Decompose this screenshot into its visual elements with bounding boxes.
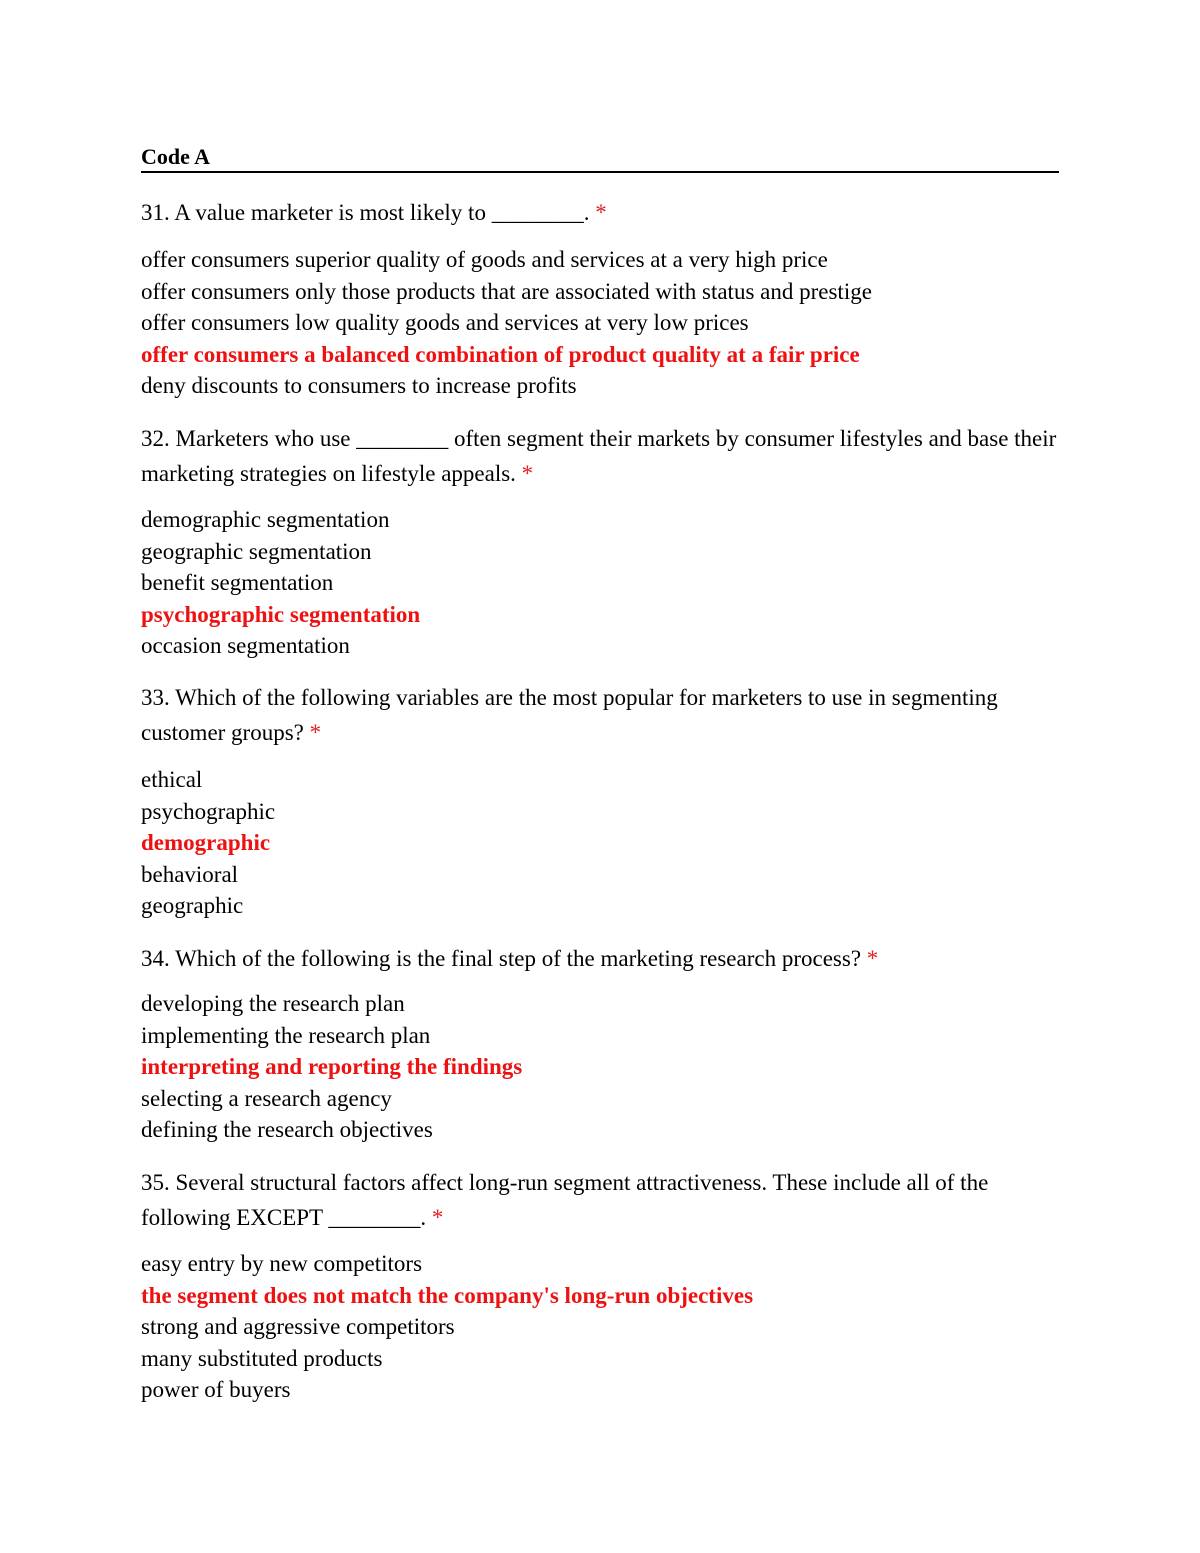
correct-answer-option: interpreting and reporting the findings xyxy=(141,1054,523,1079)
question-text xyxy=(141,1165,1059,1235)
answer-option: power of buyers xyxy=(141,1377,291,1402)
question-number: 33. xyxy=(141,685,170,710)
question-number: 31. xyxy=(141,200,170,225)
required-asterisk: * xyxy=(309,720,322,745)
correct-answer-option: the segment does not match the company's long-run objectives xyxy=(141,1282,754,1308)
answer-option: strong and aggressive competitors xyxy=(141,1314,455,1339)
answer-option: offer consumers only those products that are associated with status and prestige xyxy=(141,278,872,304)
question-33 xyxy=(141,680,1059,750)
answer-options xyxy=(141,988,1059,1146)
correct-answer-option: offer consumers a balanced combination of product quality at a fair price xyxy=(141,341,860,367)
answer-options xyxy=(141,764,1059,922)
answer-option: benefit segmentation xyxy=(141,570,334,595)
answer-option: implementing the research plan xyxy=(141,1022,431,1048)
question-prompt: Marketers who use ________ often segment their markets by consumer lifestyles and base their marketing strategies on lifestyle appeals. xyxy=(141,426,1057,486)
answer-option: occasion segmentation xyxy=(141,633,350,658)
question-number: 35. xyxy=(141,1170,170,1195)
question-number: 34. xyxy=(141,946,170,971)
answer-option: geographic segmentation xyxy=(141,538,372,564)
answer-option: deny discounts to consumers to increase profits xyxy=(141,373,577,398)
required-asterisk: * xyxy=(521,461,534,486)
code-header: Code A xyxy=(141,143,1059,173)
required-asterisk: * xyxy=(595,200,607,225)
question-prompt: Which of the following variables are the most popular for marketers to use in segmenting customer groups? xyxy=(141,685,998,745)
correct-answer-option: psychographic segmentation xyxy=(141,601,421,627)
answer-options xyxy=(141,1248,1059,1406)
question-number: 32. xyxy=(141,426,170,451)
question-35 xyxy=(141,1165,1059,1235)
question-32 xyxy=(141,421,1059,491)
answer-option: demographic segmentation xyxy=(141,507,390,532)
question-text xyxy=(141,421,1059,491)
required-asterisk: * xyxy=(431,1205,444,1230)
answer-option: defining the research objectives xyxy=(141,1117,433,1142)
answer-option: geographic xyxy=(141,893,244,918)
question-34 xyxy=(141,941,1059,976)
answer-options xyxy=(141,504,1059,662)
correct-answer-option: demographic xyxy=(141,830,271,855)
answer-option: offer consumers low quality goods and services at very low prices xyxy=(141,310,749,335)
answer-option: easy entry by new competitors xyxy=(141,1251,423,1276)
answer-option: ethical xyxy=(141,767,203,792)
answer-option: offer consumers superior quality of goods and services at a very high price xyxy=(141,247,828,272)
answer-option: many substituted products xyxy=(141,1345,383,1371)
question-prompt: A value marketer is most likely to ________. xyxy=(174,200,590,225)
required-asterisk: * xyxy=(866,946,879,971)
document-page xyxy=(141,143,1059,1402)
answer-options xyxy=(141,244,1059,402)
answer-option: developing the research plan xyxy=(141,991,405,1016)
question-text xyxy=(141,680,1059,750)
question-prompt: Which of the following is the final step of the marketing research process? xyxy=(175,946,862,971)
question-text xyxy=(141,195,1059,230)
question-31 xyxy=(141,195,1059,230)
answer-option: psychographic xyxy=(141,798,276,824)
answer-option: selecting a research agency xyxy=(141,1085,392,1111)
question-prompt: Several structural factors affect long-run segment attractiveness. These include all of the following EXCEPT ________. xyxy=(141,1170,989,1230)
question-text xyxy=(141,941,1059,976)
answer-option: behavioral xyxy=(141,861,239,887)
